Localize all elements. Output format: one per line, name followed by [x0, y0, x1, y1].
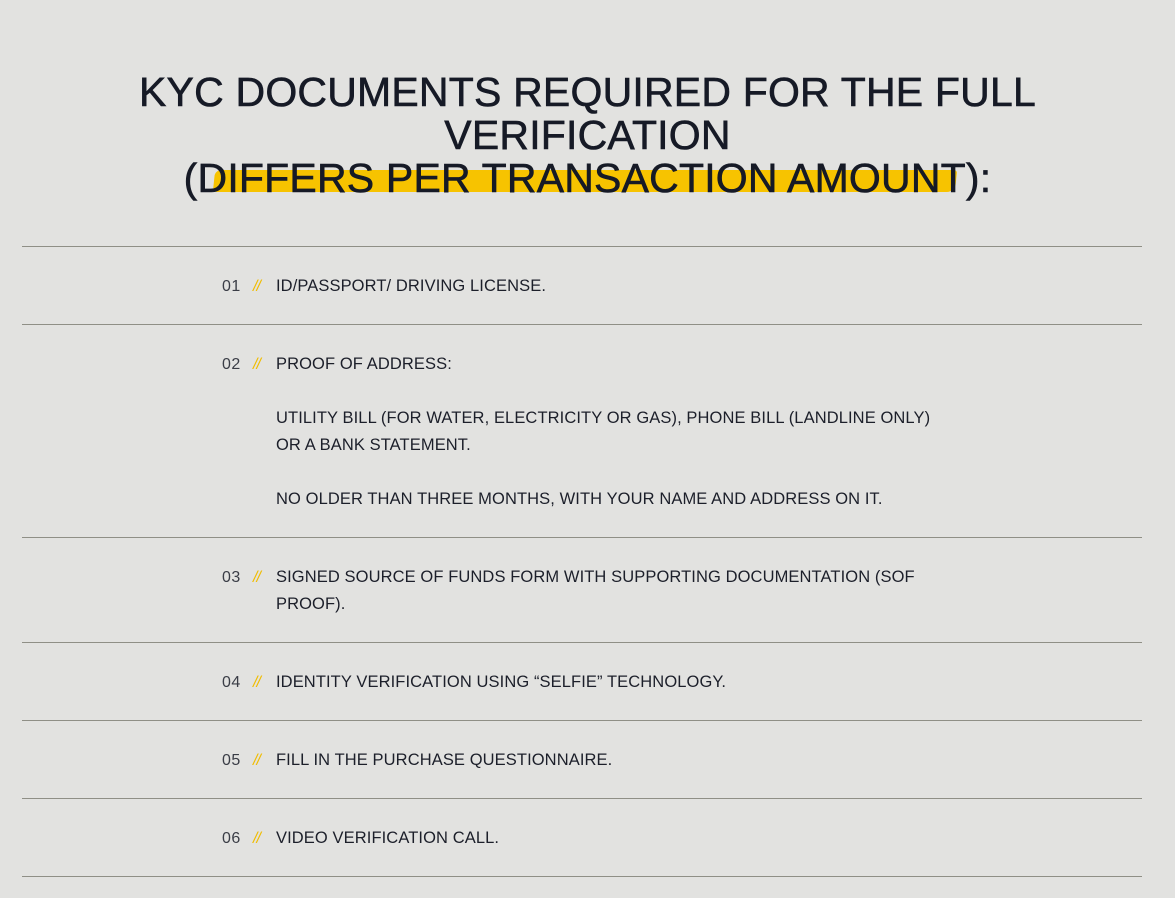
item-number: 04 [222, 674, 241, 691]
item-content [276, 825, 946, 852]
page-title-line-2: VERIFICATION [444, 112, 731, 159]
item-title: FILL IN THE PURCHASE QUESTIONNAIRE. [276, 751, 613, 769]
item-content [276, 747, 946, 774]
item-content [276, 564, 946, 618]
item-paragraph: NO OLDER THAN THREE MONTHS, WITH YOUR NAME AND ADDRESS ON IT. [276, 490, 883, 508]
item-number: 02 [222, 356, 241, 373]
close-paren: ): [965, 155, 992, 202]
separator-slashes: // [253, 830, 260, 847]
page-title-line-1: KYC DOCUMENTS REQUIRED FOR THE FULL [139, 69, 1036, 116]
item-title: ID/PASSPORT/ DRIVING LICENSE. [276, 277, 547, 295]
separator-slashes: // [253, 569, 260, 586]
highlighted-text: DIFFERS PER TRANSACTION AMOUNT [197, 155, 966, 202]
item-paragraph: UTILITY BILL (FOR WATER, ELECTRICITY OR GAS), PHONE BILL (LANDLINE ONLY) OR A BANK STATEMENT. [276, 409, 931, 454]
item-number: 01 [222, 278, 241, 295]
list-item [22, 721, 1142, 799]
item-number: 06 [222, 830, 241, 847]
list-item [22, 643, 1142, 721]
separator-slashes: // [253, 674, 260, 691]
item-number: 05 [222, 752, 241, 769]
item-number: 03 [222, 569, 241, 586]
highlighted-phrase [198, 157, 966, 200]
page-title [0, 71, 1175, 200]
item-content [276, 351, 946, 513]
open-paren: ( [183, 155, 198, 202]
page-title-line-3 [0, 157, 1175, 200]
item-content [276, 273, 946, 300]
item-title: SIGNED SOURCE OF FUNDS FORM WITH SUPPORTING DOCUMENTATION (SOF PROOF). [276, 568, 915, 613]
list-item [22, 247, 1142, 325]
list-item [22, 538, 1142, 643]
item-title: PROOF OF ADDRESS: [276, 355, 452, 373]
list-item [22, 325, 1142, 538]
separator-slashes: // [253, 752, 260, 769]
separator-slashes: // [253, 278, 260, 295]
item-title: IDENTITY VERIFICATION USING “SELFIE” TECHNOLOGY. [276, 673, 727, 691]
item-title: VIDEO VERIFICATION CALL. [276, 829, 500, 847]
item-content [276, 669, 946, 696]
requirements-list [22, 246, 1142, 877]
list-item [22, 799, 1142, 877]
separator-slashes: // [253, 356, 260, 373]
